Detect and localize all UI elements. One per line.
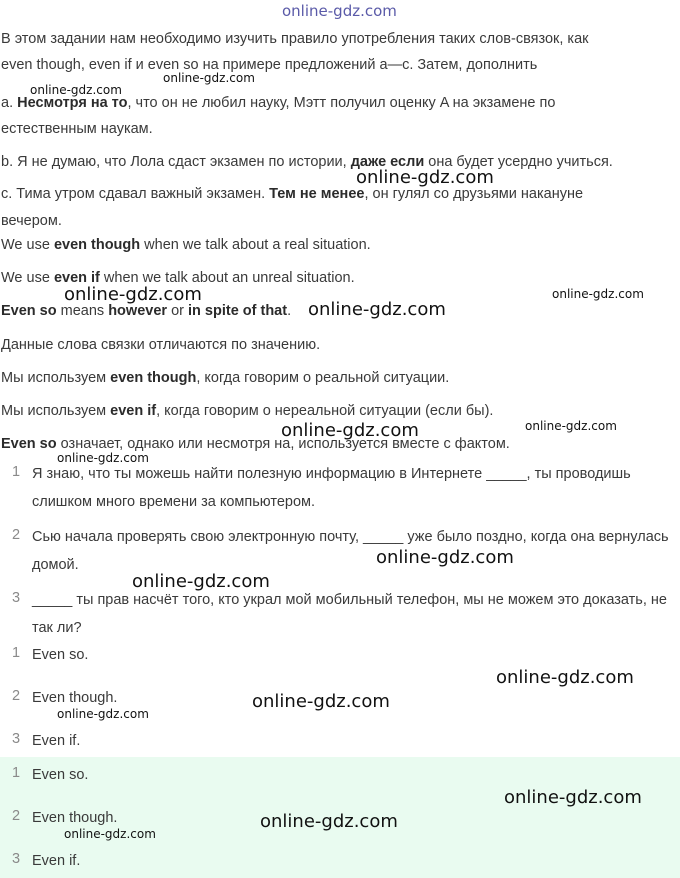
watermark: online-gdz.com <box>260 811 398 832</box>
answer-item: Even if. <box>32 853 81 869</box>
intro-line-1: В этом задании нам необходимо изучить правило употребления таких слов-связок, как <box>1 31 589 47</box>
answer-item: Even so. <box>32 767 89 783</box>
rule-en-even-if: We use even if when we talk about an unreal situation. <box>1 270 355 286</box>
exercise-number: 1 <box>12 464 21 480</box>
watermark: online-gdz.com <box>552 287 644 301</box>
rule-en-even-so: Even so means however or in spite of that. <box>1 303 292 319</box>
watermark: online-gdz.com <box>504 787 642 808</box>
answer-number: 2 <box>12 808 21 824</box>
exercise-item: Сью начала проверять свою электронную почту, _____ уже было поздно, когда она вернулась домой. <box>32 529 669 573</box>
intro-line-2: even though, even if и even so на примере предложений a—c. Затем, дополнить <box>1 57 538 73</box>
example-c-bold: Тем не менее <box>269 186 365 202</box>
rule-ru-even-if: Мы используем even if, когда говорим о нереальной ситуации (если бы). <box>1 403 494 419</box>
answer-item: Even though. <box>32 810 118 826</box>
answer-item: Even if. <box>32 733 81 749</box>
rule-ru-even-though: Мы используем even though, когда говорим о реальной ситуации. <box>1 370 450 386</box>
example-a-line-2: естественным наукам. <box>1 121 153 137</box>
watermark: online-gdz.com <box>496 667 634 688</box>
example-a-bold: Несмотря на то <box>17 95 128 111</box>
watermark: online-gdz.com <box>57 707 149 721</box>
watermark: online-gdz.com <box>64 284 202 305</box>
watermark: online-gdz.com <box>308 299 446 320</box>
rule-en-even-though: We use even though when we talk about a real situation. <box>1 237 371 253</box>
exercise-item: Я знаю, что ты можешь найти полезную информацию в Интернете _____, ты проводишь слишком много времени за компьютером. <box>32 466 631 510</box>
answer-number: 3 <box>12 851 21 867</box>
example-a-line-1: a. Несмотря на то, что он не любил науку, Мэтт получил оценку A на экзамене по <box>1 95 556 111</box>
site-header-watermark: online-gdz.com <box>282 2 397 20</box>
exercise-item: _____ ты прав насчёт того, кто украл мой мобильный телефон, мы не можем это доказать, не так ли? <box>32 592 667 636</box>
example-b: b. Я не думаю, что Лола сдаст экзамен по истории, даже если она будет усердно учиться. <box>1 154 613 170</box>
example-c-line-1: c. Тима утром сдавал важный экзамен. Тем не менее, он гулял со друзьями накануне <box>1 186 584 202</box>
watermark: online-gdz.com <box>30 83 122 97</box>
answer-number: 1 <box>12 765 21 781</box>
exercise-number: 2 <box>12 527 21 543</box>
answer-number: 3 <box>12 731 21 747</box>
answer-item: Even so. <box>32 647 89 663</box>
watermark: online-gdz.com <box>64 827 156 841</box>
example-c-line-2: вечером. <box>1 213 62 229</box>
answer-item: Even though. <box>32 690 118 706</box>
watermark: online-gdz.com <box>281 420 419 441</box>
watermark: online-gdz.com <box>376 547 514 568</box>
watermark: online-gdz.com <box>252 691 390 712</box>
watermark: online-gdz.com <box>356 167 494 188</box>
watermark: online-gdz.com <box>525 419 617 433</box>
watermark: online-gdz.com <box>57 451 149 465</box>
rule-ru-even-so: Even so означает, однако или несмотря на, используется вместе с фактом. <box>1 436 510 452</box>
answer-number: 2 <box>12 688 21 704</box>
watermark: online-gdz.com <box>163 71 255 85</box>
example-b-bold: даже если <box>350 154 425 170</box>
rule-ru-intro: Данные слова связки отличаются по значению. <box>1 337 321 353</box>
watermark: online-gdz.com <box>132 571 270 592</box>
answer-number: 1 <box>12 645 21 661</box>
exercise-number: 3 <box>12 590 21 606</box>
